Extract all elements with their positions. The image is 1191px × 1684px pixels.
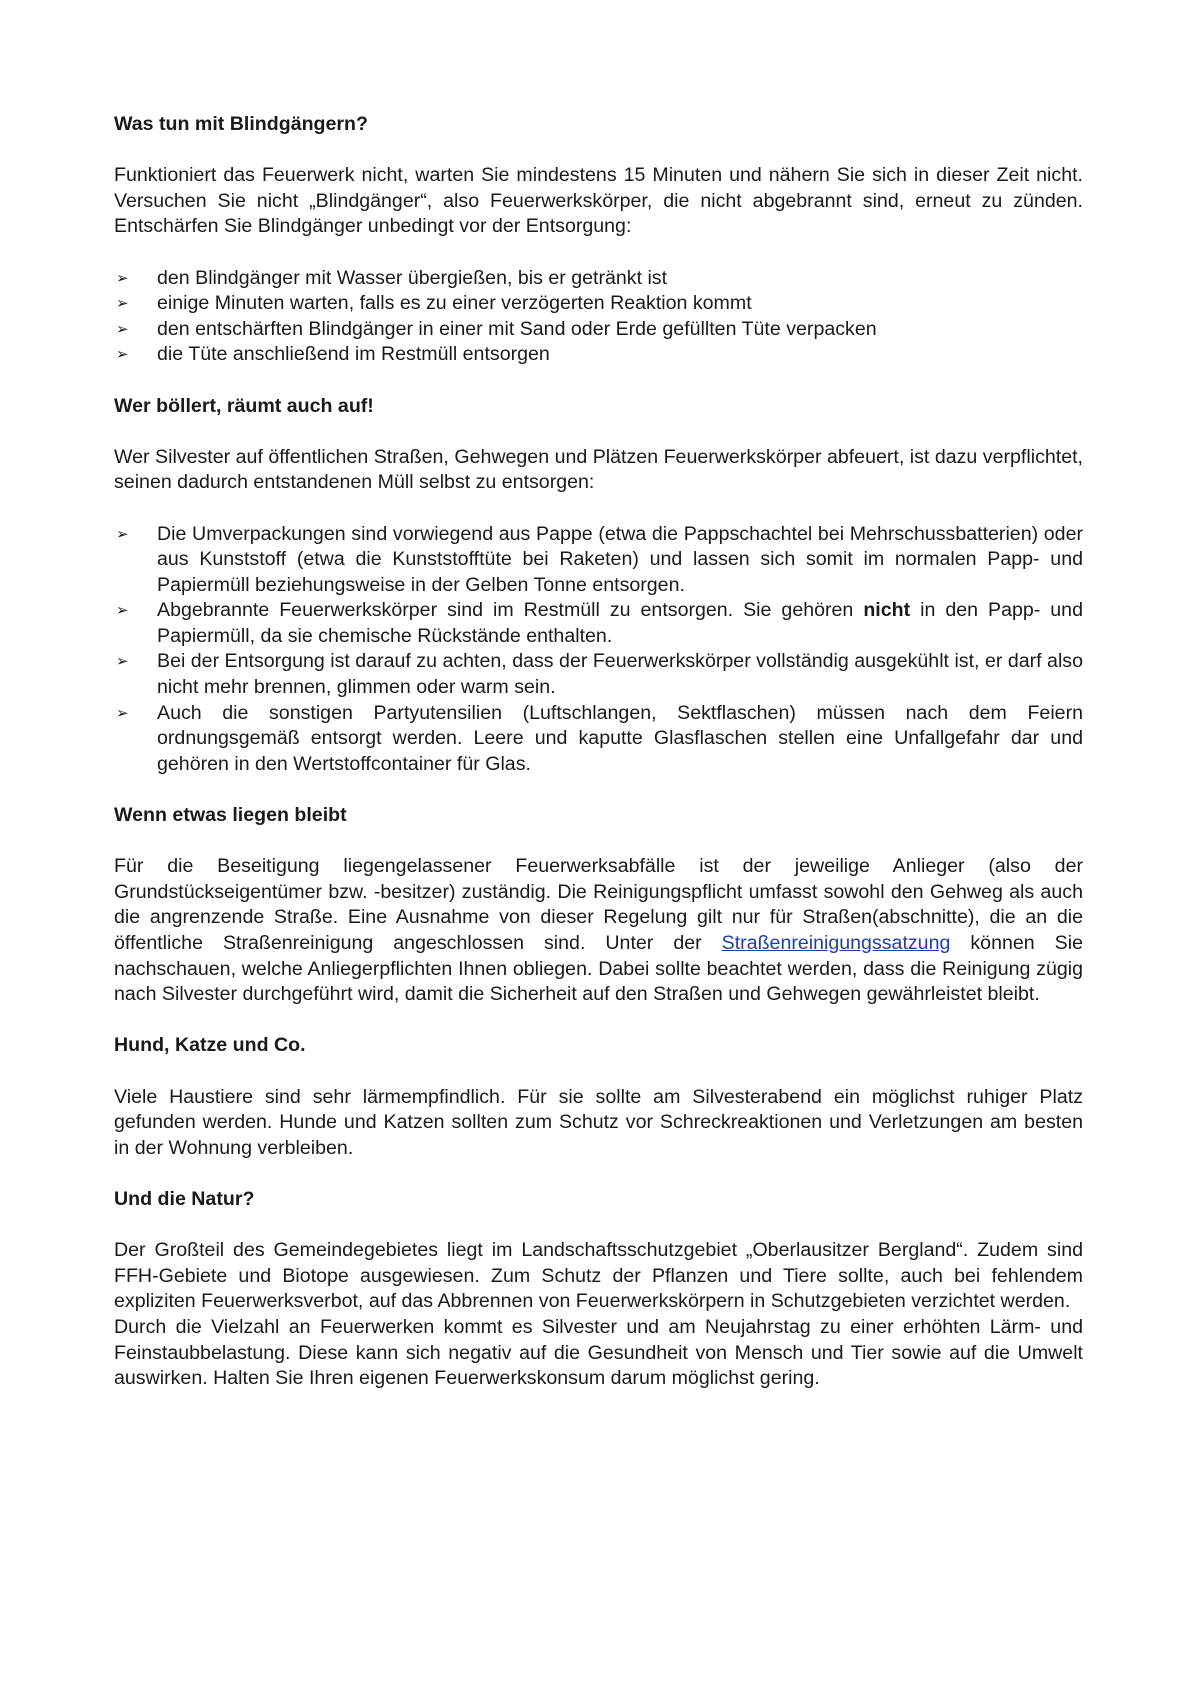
- arrowhead-bullet-icon: ➢: [116, 319, 129, 338]
- heading-boellert: Wer böllert, räumt auch auf!: [114, 394, 374, 417]
- heading-tiere: Hund, Katze und Co.: [114, 1034, 306, 1057]
- list-item: [114, 291, 1083, 317]
- list-item: [114, 701, 1083, 778]
- list-item: [114, 522, 1083, 599]
- paragraph-boellert: Wer Silvester auf öffentlichen Straßen, Gehwegen und Plätzen Feuerwerkskörper abfeuert, ist dazu verpflichtet, seinen dadurch entstandenen Müll selbst zu entsorgen:: [114, 445, 1083, 494]
- list-item-text: die Tüte anschließend im Restmüll entsorgen: [157, 343, 550, 366]
- paragraph-tiere: Viele Haustiere sind sehr lärmempfindlich. Für sie sollte am Silvesterabend ein möglichst ruhiger Platz gefunden werden. Hunde und Katzen sollten zum Schutz vor Schreckreaktionen und Verletzungen am besten in der Wohnung verbleiben.: [114, 1085, 1083, 1159]
- arrowhead-bullet-icon: ➢: [116, 601, 129, 620]
- list-item-text-post: in den Papp- und Papiermüll, da sie chemische Rückstände enthalten.: [157, 599, 1083, 647]
- list-item-text: den Blindgänger mit Wasser übergießen, bis er getränkt ist: [157, 266, 668, 289]
- list-item-text-pre: Abgebrannte Feuerwerkskörper sind im Restmüll zu entsorgen. Sie gehören: [157, 599, 864, 622]
- document-page: [114, 112, 1083, 1417]
- paragraph-liegen-pre: Für die Beseitigung liegengelassener Feuerwerksabfälle ist der jeweilige Anlieger (also der Grundstückseigentümer bzw. -besitzer) zuständig. Die Reinigungspflicht umfasst sowohl den Gehweg als auch die angrenzende Straße. Eine Ausnahme von dieser Regelung gilt nur für Straßen(abschnitte), die an die öffentliche Straßenreinigung angeschlossen sind. Unter der: [114, 855, 1083, 954]
- paragraph-natur-1: Der Großteil des Gemeindegebietes liegt im Landschaftsschutzgebiet „Oberlausitzer Bergland“. Zudem sind FFH-Gebiete und Biotope ausgewiesen. Zum Schutz der Pflanzen und Tiere sollte, auch bei fehlendem expliziten Feuerwerksverbot, auf das Abbrennen von Feuerwerkskörpern in Schutzgebieten verzichtet werden.: [114, 1239, 1083, 1313]
- heading-liegen: Wenn etwas liegen bleibt: [114, 804, 347, 827]
- arrowhead-bullet-icon: ➢: [116, 345, 129, 364]
- emphasis-nicht: nicht: [863, 599, 911, 622]
- bullet-list-boellert: [114, 522, 1083, 778]
- list-item: [114, 649, 1083, 700]
- list-item: [114, 317, 1083, 343]
- paragraph-liegen-post: können Sie nachschauen, welche Anliegerpflichten Ihnen obliegen. Dabei sollte beachtet werden, dass die Reinigung zügig nach Silvester durchgeführt wird, damit die Sicherheit auf den Straßen und Gehwegen gewährleistet bleibt.: [114, 932, 1083, 1006]
- arrowhead-bullet-icon: ➢: [116, 652, 129, 671]
- paragraph-natur-2: Durch die Vielzahl an Feuerwerken kommt es Silvester und am Neujahrstag zu einer erhöhten Lärm- und Feinstaubbelastung. Diese kann sich negativ auf die Gesundheit von Mensch und Tier sowie auf die Umwelt auswirken. Halten Sie Ihren eigenen Feuerwerkskonsum darum möglichst gering.: [114, 1315, 1083, 1390]
- arrowhead-bullet-icon: ➢: [116, 294, 129, 313]
- list-item-text: den entschärften Blindgänger in einer mit Sand oder Erde gefüllten Tüte verpacken: [157, 317, 877, 340]
- arrowhead-bullet-icon: ➢: [116, 268, 129, 287]
- list-item: [114, 598, 1083, 649]
- strassenreinigungssatzung-link[interactable]: Straßenreinigungssatzung: [721, 932, 951, 954]
- list-item-text: Die Umverpackungen sind vorwiegend aus Pappe (etwa die Pappschachtel bei Mehrschussbatterien) oder aus Kunststoff (etwa die Kunststofftüte bei Raketen) und lassen sich somit im normalen Papp- und Papiermüll beziehungsweise in der Gelben Tonne entsorgen.: [157, 522, 1083, 596]
- arrowhead-bullet-icon: ➢: [116, 524, 129, 543]
- heading-natur: Und die Natur?: [114, 1187, 255, 1210]
- paragraph-liegen: [114, 854, 1083, 1008]
- list-item-text: einige Minuten warten, falls es zu einer verzögerten Reaktion kommt: [157, 292, 752, 315]
- paragraph-blindgaenger: Funktioniert das Feuerwerk nicht, warten Sie mindestens 15 Minuten und nähern Sie sich in dieser Zeit nicht. Versuchen Sie nicht „Blindgänger“, also Feuerwerkskörper, die nicht abgebrannt sind, erneut zu zünden. Entschärfen Sie Blindgänger unbedingt vor der Entsorgung:: [114, 164, 1083, 238]
- list-item: [114, 342, 1083, 368]
- bullet-list-blindgaenger: [114, 266, 1083, 368]
- heading-blindgaenger: Was tun mit Blindgängern?: [114, 113, 368, 135]
- list-item-text: Auch die sonstigen Partyutensilien (Luftschlangen, Sektflaschen) müssen nach dem Feiern ordnungsgemäß entsorgt werden. Leere und kaputte Glasflaschen stellen eine Unfallgefahr dar und gehören in den Wertstoffcontainer für Glas.: [157, 701, 1083, 775]
- list-item: [114, 266, 1083, 292]
- list-item-text: Bei der Entsorgung ist darauf zu achten, dass der Feuerwerkskörper vollständig ausgekühlt ist, er darf also nicht mehr brennen, glimmen oder warm sein.: [157, 650, 1083, 699]
- arrowhead-bullet-icon: ➢: [116, 703, 129, 722]
